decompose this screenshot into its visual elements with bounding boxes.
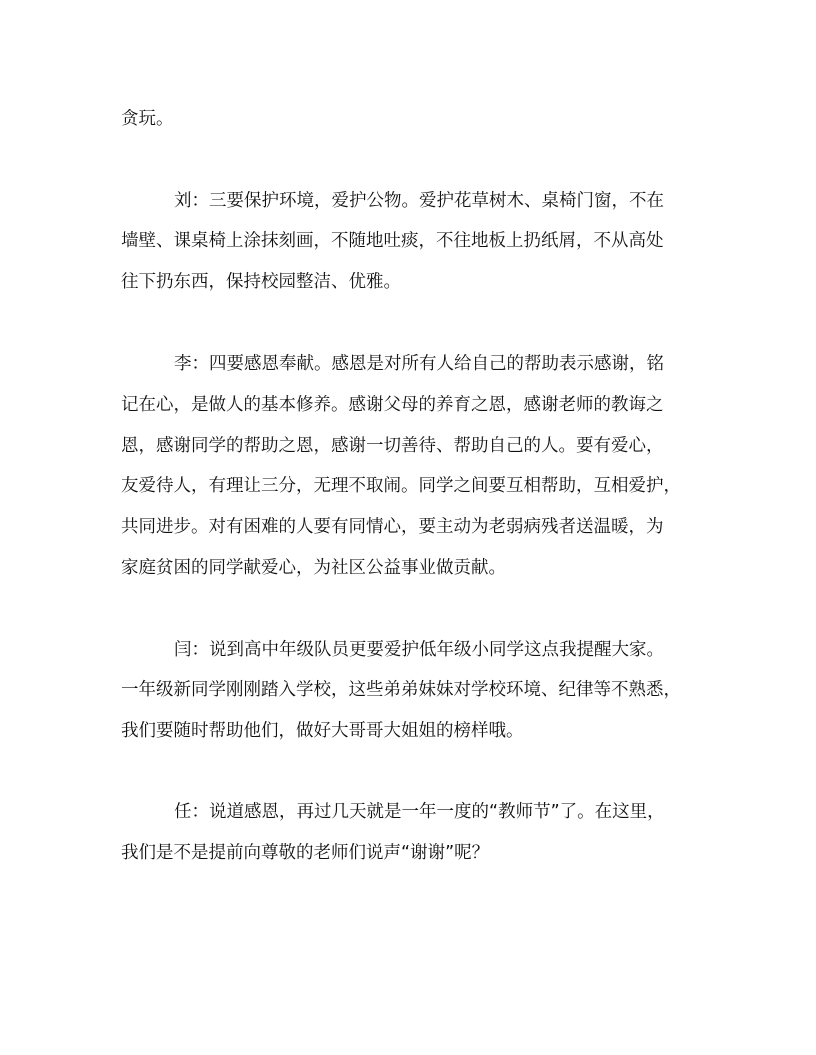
- text-line: 任：说道感恩，再过几天就是一年一度的“教师节”了。在这里，: [174, 802, 665, 822]
- text-line: 记在心，是做人的基本修养。感谢父母的养育之恩，感谢老师的教诲之: [121, 395, 664, 415]
- text-line: 恩，感谢同学的帮助之恩，感谢一切善待、帮助自己的人。要有爱心，: [121, 436, 664, 456]
- text-line: 往下扔东西，保持校园整洁、优雅。: [121, 272, 401, 292]
- text-line: 我们要随时帮助他们，做好大哥哥大姐姐的榜样哦。: [121, 721, 524, 741]
- text-line: 我们是不是提前向尊敬的老师们说声“谢谢”呢？: [121, 843, 490, 863]
- text-line: 刘：三要保护环境，爱护公物。爱护花草树木、桌椅门窗，不在: [174, 191, 664, 211]
- text-line: 闫：说到高中年级队员更要爱护低年级小同学这点我提醒大家。: [174, 640, 664, 660]
- text-line: 家庭贫困的同学献爱心，为社区公益事业做贡献。: [121, 558, 506, 578]
- text-line: 共同进步。对有困难的人要有同情心，要主动为老弱病残者送温暖，为: [121, 517, 664, 537]
- text-line: 一年级新同学刚刚踏入学校，这些弟弟妹妹对学校环境、纪律等不熟悉，: [121, 680, 681, 700]
- text-line: 贪玩。: [121, 109, 174, 129]
- text-line: 友爱待人，有理让三分，无理不取闹。同学之间要互相帮助，互相爱护，: [121, 476, 681, 496]
- text-line: 李：四要感恩奉献。感恩是对所有人给自己的帮助表示感谢，铭: [174, 354, 664, 374]
- text-line: 墙壁、课桌椅上涂抹刻画，不随地吐痰，不往地板上扔纸屑，不从高处: [121, 231, 664, 251]
